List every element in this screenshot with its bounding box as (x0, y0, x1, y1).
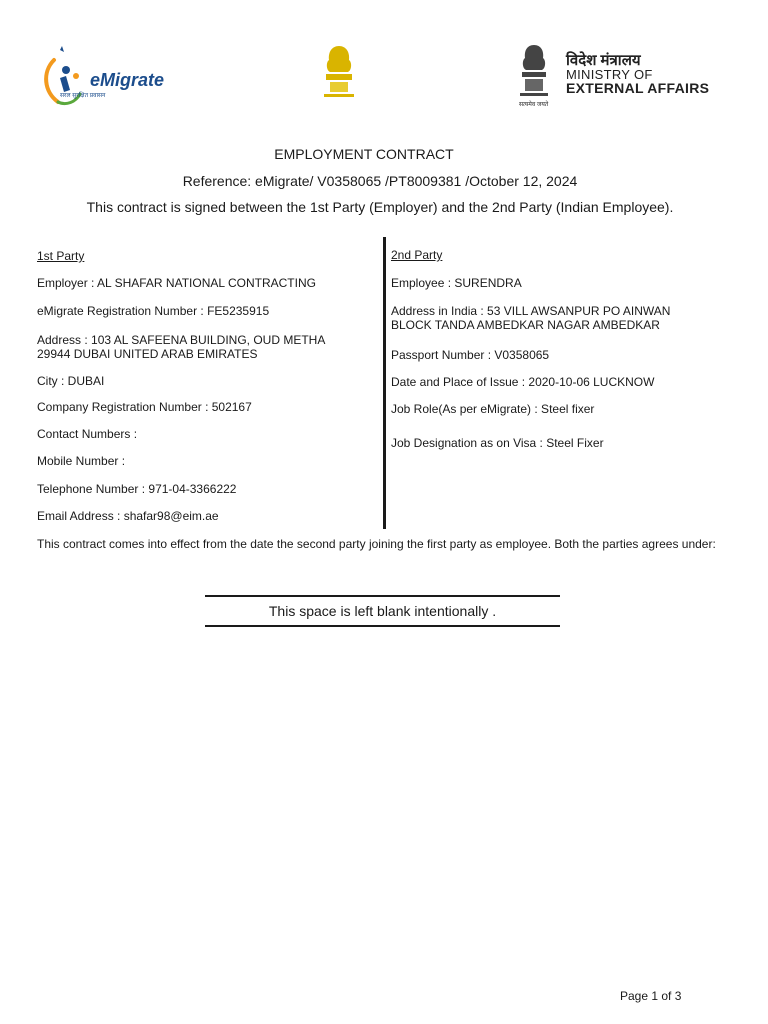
passport-number: Passport Number : V0358065 (391, 348, 550, 362)
employee-name: Employee : SURENDRA (391, 276, 522, 290)
blank-space-notice: This space is left blank intentionally . (268, 603, 497, 619)
ministry-name-hindi: विदेश मंत्रालय (566, 52, 641, 69)
blank-notice-bottom-rule (205, 625, 560, 627)
contract-parties-statement: This contract is signed between the 1st Party (Employer) and the 2nd Party (Indian Employee). (86, 199, 674, 215)
document-title: EMPLOYMENT CONTRACT (274, 146, 454, 162)
employee-address-line2: BLOCK TANDA AMBEDKAR NAGAR AMBEDKAR (391, 318, 660, 332)
passport-issue: Date and Place of Issue : 2020-10-06 LUCKNOW (391, 375, 655, 389)
job-designation: Job Designation as on Visa : Steel Fixer (391, 436, 604, 450)
emblem-caption: सत्यमेव जयते (519, 102, 549, 108)
national-emblem-icon (318, 42, 360, 102)
ministry-name-line2: EXTERNAL AFFAIRS (566, 80, 710, 96)
ministry-name-line1: MINISTRY OF (566, 67, 653, 82)
telephone-number: Telephone Number : 971-04-3366222 (37, 482, 237, 496)
employee-address-line1: Address in India : 53 VILL AWSANPUR PO AINWAN (391, 304, 671, 318)
employer-address-line1: Address : 103 AL SAFEENA BUILDING, OUD METHA (37, 333, 326, 347)
emigrate-registration: eMigrate Registration Number : FE5235915 (37, 304, 270, 318)
company-registration: Company Registration Number : 502167 (37, 400, 252, 414)
first-party-heading: 1st Party (37, 249, 85, 263)
contract-effect-statement: This contract comes into effect from the date the second party joining the first party as employee. Both the parties agrees under: (37, 537, 716, 551)
document-reference: Reference: eMigrate/ V0358065 /PT8009381 /October 12, 2024 (182, 173, 578, 189)
blank-notice-top-rule (205, 595, 560, 597)
page-number: Page 1 of 3 (620, 989, 682, 1003)
party-divider (383, 237, 386, 529)
employer-address-line2: 29944 DUBAI UNITED ARAB EMIRATES (37, 347, 258, 361)
job-role: Job Role(As per eMigrate) : Steel fixer (391, 402, 595, 416)
email-address: Email Address : shafar98@eim.ae (37, 509, 219, 523)
employer-name: Employer : AL SHAFAR NATIONAL CONTRACTING (37, 276, 316, 290)
emigrate-brand-name: eMigrate (90, 70, 165, 90)
emigrate-tagline: सरल सुरक्षित प्रवासन (60, 93, 106, 99)
second-party-heading: 2nd Party (391, 248, 443, 262)
ministry-emblem-icon (516, 42, 552, 100)
contact-numbers: Contact Numbers : (37, 427, 138, 441)
employer-city: City : DUBAI (37, 374, 105, 388)
mobile-number: Mobile Number : (37, 454, 126, 468)
